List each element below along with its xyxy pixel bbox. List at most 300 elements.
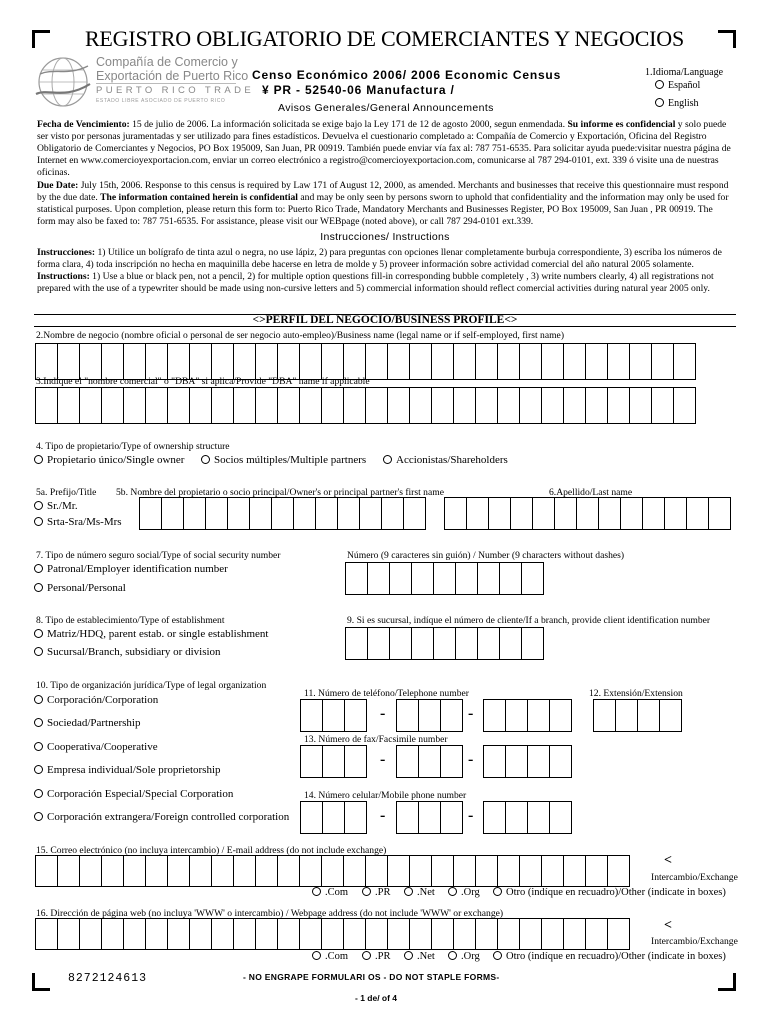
character-box[interactable] xyxy=(255,387,278,424)
extension-boxes[interactable] xyxy=(593,699,681,732)
q9-label: 9. Si es sucursal, indíque el número de cliente/If a branch, provide client identification number xyxy=(347,615,711,626)
legal-org-option-cooperative[interactable]: Cooperativa/Cooperative xyxy=(34,741,158,753)
character-box[interactable] xyxy=(343,343,366,380)
character-box[interactable] xyxy=(79,343,102,380)
character-box[interactable] xyxy=(642,497,665,530)
character-box[interactable] xyxy=(664,497,687,530)
character-box[interactable] xyxy=(211,855,234,887)
character-box[interactable] xyxy=(651,387,674,424)
character-box[interactable] xyxy=(593,699,616,732)
character-box[interactable] xyxy=(519,387,542,424)
legal-org-option-partnership[interactable]: Sociedad/Partnership xyxy=(34,717,140,729)
character-box[interactable] xyxy=(505,699,528,732)
character-box[interactable] xyxy=(101,855,124,887)
radio-icon xyxy=(404,951,413,960)
character-box[interactable] xyxy=(455,562,478,595)
character-box[interactable] xyxy=(343,918,366,950)
character-box[interactable] xyxy=(344,745,367,778)
character-box[interactable] xyxy=(145,855,168,887)
character-box[interactable] xyxy=(541,918,564,950)
character-box[interactable] xyxy=(409,918,432,950)
character-box[interactable] xyxy=(321,343,344,380)
character-box[interactable] xyxy=(585,343,608,380)
language-option-spanish[interactable]: Español xyxy=(655,80,700,91)
character-box[interactable] xyxy=(315,497,338,530)
radio-icon xyxy=(34,583,43,592)
character-box[interactable] xyxy=(497,855,520,887)
character-box[interactable] xyxy=(365,855,388,887)
character-box[interactable] xyxy=(255,855,278,887)
character-box[interactable] xyxy=(367,562,390,595)
radio-icon xyxy=(34,647,43,656)
character-box[interactable] xyxy=(35,918,58,950)
character-box[interactable] xyxy=(167,387,190,424)
business-profile-heading: <>PERFIL DEL NEGOCIO/BUSINESS PROFILE<> xyxy=(34,314,736,327)
character-box[interactable] xyxy=(409,343,432,380)
q3-label: 3.Indíque el "nombre comercial" o "DBA" si aplica/Provide "DBA" name if applicable xyxy=(36,376,370,387)
character-box[interactable] xyxy=(205,497,228,530)
character-box[interactable] xyxy=(321,855,344,887)
character-box[interactable] xyxy=(453,918,476,950)
email-option-other[interactable]: Otro (indíque en recuadro)/Other (indicate in boxes) xyxy=(493,887,726,898)
q12-label: 12. Extensión/Extension xyxy=(589,688,683,699)
character-box[interactable] xyxy=(389,562,412,595)
character-box[interactable] xyxy=(167,918,190,950)
q10-label: 10. Tipo de organización jurídica/Type of legal organization xyxy=(36,680,267,691)
q2-label: 2.Nombre de negocio (nombre oficial o personal de ser negocio auto-empleo)/Business name (legal name or if self-employed, first name) xyxy=(36,330,565,341)
character-box[interactable] xyxy=(57,855,80,887)
character-box[interactable] xyxy=(367,627,390,660)
character-box[interactable] xyxy=(510,497,533,530)
character-box[interactable] xyxy=(433,627,456,660)
radio-icon xyxy=(34,789,43,798)
character-box[interactable] xyxy=(387,855,410,887)
character-box[interactable] xyxy=(440,801,463,834)
character-box[interactable] xyxy=(651,343,674,380)
character-box[interactable] xyxy=(343,855,366,887)
title-option-ms[interactable]: Srta-Sra/Ms-Mrs xyxy=(34,516,122,528)
email-option-pr[interactable]: .PR xyxy=(362,887,390,898)
email-option-net[interactable]: .Net xyxy=(404,887,435,898)
character-box[interactable] xyxy=(607,855,630,887)
character-box[interactable] xyxy=(300,801,323,834)
radio-icon xyxy=(655,98,664,107)
character-box[interactable] xyxy=(167,343,190,380)
character-box[interactable] xyxy=(299,918,322,950)
character-box[interactable] xyxy=(145,343,168,380)
character-box[interactable] xyxy=(233,918,256,950)
character-box[interactable] xyxy=(563,918,586,950)
logo-line-1: Compañía de Comercio y xyxy=(96,55,238,69)
legal-org-option-corporation[interactable]: Corporación/Corporation xyxy=(34,694,158,706)
character-box[interactable] xyxy=(145,387,168,424)
web-option-pr[interactable]: .PR xyxy=(362,951,390,962)
character-box[interactable] xyxy=(101,343,124,380)
radio-icon xyxy=(34,695,43,704)
character-box[interactable] xyxy=(563,343,586,380)
radio-icon xyxy=(493,887,502,896)
character-box[interactable] xyxy=(563,855,586,887)
character-box[interactable] xyxy=(101,387,124,424)
character-box[interactable] xyxy=(477,562,500,595)
character-box[interactable] xyxy=(527,745,550,778)
instructions-heading: Instrucciones/ Instructions xyxy=(320,231,450,243)
character-box[interactable] xyxy=(440,745,463,778)
logo-line-4: ESTADO LIBRE ASOCIADO DE PUERTO RICO xyxy=(96,98,226,104)
business-name-boxes[interactable] xyxy=(35,343,695,380)
character-box[interactable] xyxy=(211,918,234,950)
character-box[interactable] xyxy=(277,918,300,950)
character-box[interactable] xyxy=(708,497,731,530)
fax-line-boxes[interactable] xyxy=(483,745,571,778)
email-option-org[interactable]: .Org xyxy=(448,887,480,898)
due-date-spanish: Fecha de Vencimiento: 15 de julio de 2006. La información solicitada se exige bajo la Ley 171 de 12 de agosto 2000, segun enmendada. Su informe es confidencial y solo puede ser visto por personas juramentadas y ser utilizado para fines estadísticos. Devuelva el cuestionario completado a: Compañía de Comercio y Exportación, Oficina del Registro Obligatorio de Comerciantes y Negocios, PO Box 195009, San Juan, PR 00919. También puede enviar vía fax al: 787 751-6535. Para solicitar ayuda puede:visitar nuestra página de Internet en www.comercioyexportacion.com, enviar un correo electrónico a registro@comercioyexportacion.com, comunicarse al 787 294-0101, ext. 339 ó visite una de nuestras oficinas. xyxy=(37,119,731,179)
character-box[interactable] xyxy=(300,699,323,732)
character-box[interactable] xyxy=(477,627,500,660)
character-box[interactable] xyxy=(123,343,146,380)
radio-icon xyxy=(34,564,43,573)
character-box[interactable] xyxy=(337,497,360,530)
establishment-option-branch[interactable]: Sucursal/Branch, subsidiary or division xyxy=(34,646,221,658)
character-box[interactable] xyxy=(607,343,630,380)
character-box[interactable] xyxy=(359,497,382,530)
character-box[interactable] xyxy=(488,497,511,530)
character-box[interactable] xyxy=(455,627,478,660)
character-box[interactable] xyxy=(211,387,234,424)
character-box[interactable] xyxy=(321,918,344,950)
character-box[interactable] xyxy=(453,343,476,380)
dash-separator: - xyxy=(380,807,386,824)
character-box[interactable] xyxy=(293,497,316,530)
language-label: 1.Idioma/Language xyxy=(645,67,724,78)
character-box[interactable] xyxy=(396,801,419,834)
character-box[interactable] xyxy=(431,343,454,380)
corner-mark-top-right xyxy=(718,30,736,48)
instructions-text: Instrucciones: 1) Utilice un bolígrafo de tinta azul o negra, no use lápiz, 2) para preguntas con opciones llenar completamente burbuja correspondiente, 3) escriba los números de forma clara, 4) toda inscripción no hecha en maquinilla debe hacerse en letra de molde y 5) proveer información sobre actividad comercial del año natural 2005 solamente. Instructions: 1) Use a blue or black pen, not a pencil, 2) for multiple option questions fill-in corresponding bubble completely , 3) write numbers clearly, 4) all registrations not prepared with the use of a typewriter should be made using non-cursive letters and 5) commercial information should reflect comercial activities during natural year 2005 only. xyxy=(37,247,722,295)
web-option-other[interactable]: Otro (indíque en recuadro)/Other (indicate in boxes) xyxy=(493,951,726,962)
character-box[interactable] xyxy=(497,918,520,950)
web-option-net[interactable]: .Net xyxy=(404,951,435,962)
character-box[interactable] xyxy=(79,918,102,950)
character-box[interactable] xyxy=(396,745,419,778)
phone-prefix-boxes[interactable] xyxy=(396,699,462,732)
radio-icon xyxy=(383,455,392,464)
mobile-prefix-boxes[interactable] xyxy=(396,801,462,834)
character-box[interactable] xyxy=(145,918,168,950)
logo-line-3: PUERTO RICO TRADE xyxy=(96,85,255,96)
radio-icon xyxy=(493,951,502,960)
character-box[interactable] xyxy=(497,387,520,424)
q15-label: 15. Correo electrónico (no incluya intercambio) / E-mail address (do not include exchange) xyxy=(36,845,387,856)
character-box[interactable] xyxy=(629,387,652,424)
character-box[interactable] xyxy=(249,497,272,530)
character-box[interactable] xyxy=(505,801,528,834)
q5a-label: 5a. Prefijo/Title xyxy=(36,487,97,498)
character-box[interactable] xyxy=(300,745,323,778)
character-box[interactable] xyxy=(431,918,454,950)
character-box[interactable] xyxy=(233,387,256,424)
last-name-boxes[interactable] xyxy=(444,497,730,530)
character-box[interactable] xyxy=(189,855,212,887)
character-box[interactable] xyxy=(57,343,80,380)
character-box[interactable] xyxy=(585,918,608,950)
q4-label: 4. Tipo de propietario/Type of ownership structure xyxy=(36,441,230,452)
character-box[interactable] xyxy=(271,497,294,530)
character-box[interactable] xyxy=(101,918,124,950)
q8-label: 8. Tipo de establecimiento/Type of establishment xyxy=(36,615,225,626)
radio-icon xyxy=(448,887,457,896)
ownership-option-single[interactable]: Propietario único/Single owner xyxy=(34,454,184,466)
character-box[interactable] xyxy=(345,627,368,660)
character-box[interactable] xyxy=(497,343,520,380)
email-boxes[interactable] xyxy=(35,855,629,887)
dash-separator: - xyxy=(380,705,386,722)
character-box[interactable] xyxy=(299,855,322,887)
character-box[interactable] xyxy=(411,627,434,660)
character-box[interactable] xyxy=(659,699,682,732)
character-box[interactable] xyxy=(167,855,190,887)
character-box[interactable] xyxy=(585,855,608,887)
character-box[interactable] xyxy=(483,801,506,834)
ownership-option-shareholders[interactable]: Accionistas/Shareholders xyxy=(383,454,508,466)
character-box[interactable] xyxy=(387,343,410,380)
character-box[interactable] xyxy=(475,343,498,380)
character-box[interactable] xyxy=(673,343,696,380)
character-box[interactable] xyxy=(161,497,184,530)
character-box[interactable] xyxy=(554,497,577,530)
email-option-com[interactable]: .Com xyxy=(312,887,348,898)
character-box[interactable] xyxy=(686,497,709,530)
q7-label: 7. Tipo de número seguro social/Type of social security number xyxy=(36,550,281,561)
character-box[interactable] xyxy=(344,801,367,834)
character-box[interactable] xyxy=(233,343,256,380)
radio-icon xyxy=(34,455,43,464)
character-box[interactable] xyxy=(549,699,572,732)
character-box[interactable] xyxy=(35,387,58,424)
character-box[interactable] xyxy=(389,627,412,660)
announcements-heading: Avisos Generales/General Announcements xyxy=(278,102,494,114)
ssn-number-boxes[interactable] xyxy=(345,562,543,595)
character-box[interactable] xyxy=(365,387,388,424)
radio-icon xyxy=(34,517,43,526)
dash-separator: - xyxy=(468,705,474,722)
character-box[interactable] xyxy=(615,699,638,732)
character-box[interactable] xyxy=(433,562,456,595)
character-box[interactable] xyxy=(344,699,367,732)
phone-area-boxes[interactable] xyxy=(300,699,366,732)
email-exchange-label: Intercambio/Exchange xyxy=(651,872,738,883)
corner-mark-bottom-left xyxy=(32,973,50,991)
web-option-org[interactable]: .Org xyxy=(448,951,480,962)
character-box[interactable] xyxy=(255,918,278,950)
character-box[interactable] xyxy=(453,855,476,887)
character-box[interactable] xyxy=(299,343,322,380)
character-box[interactable] xyxy=(183,497,206,530)
character-box[interactable] xyxy=(35,343,58,380)
web-option-com[interactable]: .Com xyxy=(312,951,348,962)
character-box[interactable] xyxy=(139,497,162,530)
establishment-option-hdq[interactable]: Matriz/HDQ, parent estab. or single establishment xyxy=(34,628,268,640)
character-box[interactable] xyxy=(418,699,441,732)
character-box[interactable] xyxy=(387,387,410,424)
client-id-boxes[interactable] xyxy=(345,627,543,660)
character-box[interactable] xyxy=(466,497,489,530)
character-box[interactable] xyxy=(673,387,696,424)
legal-org-option-special-corporation[interactable]: Corporación Especial/Special Corporation xyxy=(34,788,233,800)
agency-logo xyxy=(34,54,255,110)
character-box[interactable] xyxy=(483,745,506,778)
character-box[interactable] xyxy=(79,387,102,424)
character-box[interactable] xyxy=(123,387,146,424)
character-box[interactable] xyxy=(521,562,544,595)
character-box[interactable] xyxy=(365,343,388,380)
character-box[interactable] xyxy=(322,745,345,778)
character-box[interactable] xyxy=(607,387,630,424)
radio-icon xyxy=(34,501,43,510)
character-box[interactable] xyxy=(475,387,498,424)
character-box[interactable] xyxy=(532,497,555,530)
character-box[interactable] xyxy=(35,855,58,887)
character-box[interactable] xyxy=(549,745,572,778)
legal-org-option-foreign-corporation[interactable]: Corporación extrangera/Foreign controlled corporation xyxy=(34,811,289,823)
character-box[interactable] xyxy=(233,855,256,887)
character-box[interactable] xyxy=(637,699,660,732)
radio-icon xyxy=(34,812,43,821)
character-box[interactable] xyxy=(387,918,410,950)
character-box[interactable] xyxy=(541,343,564,380)
census-subtitle: ¥ PR - 52540-06 Manufactura / xyxy=(262,83,455,97)
character-box[interactable] xyxy=(629,343,652,380)
character-box[interactable] xyxy=(521,627,544,660)
ssn-option-personal[interactable]: Personal/Personal xyxy=(34,582,126,594)
character-box[interactable] xyxy=(431,387,454,424)
character-box[interactable] xyxy=(576,497,599,530)
radio-icon xyxy=(312,951,321,960)
ssn-option-employer[interactable]: Patronal/Employer identification number xyxy=(34,563,228,575)
character-box[interactable] xyxy=(255,343,278,380)
character-box[interactable] xyxy=(189,387,212,424)
character-box[interactable] xyxy=(189,918,212,950)
mobile-line-boxes[interactable] xyxy=(483,801,571,834)
language-option-english[interactable]: English xyxy=(655,98,699,109)
q6-label: 6.Apellido/Last name xyxy=(549,487,633,498)
character-box[interactable] xyxy=(57,918,80,950)
character-box[interactable] xyxy=(79,855,102,887)
first-name-boxes[interactable] xyxy=(139,497,425,530)
character-box[interactable] xyxy=(227,497,250,530)
character-box[interactable] xyxy=(321,387,344,424)
fax-area-boxes[interactable] xyxy=(300,745,366,778)
radio-icon xyxy=(34,765,43,774)
character-box[interactable] xyxy=(299,387,322,424)
character-box[interactable] xyxy=(541,387,564,424)
character-box[interactable] xyxy=(189,343,212,380)
q11-label: 11. Número de teléfono/Telephone number xyxy=(304,688,469,699)
character-box[interactable] xyxy=(527,801,550,834)
character-box[interactable] xyxy=(365,918,388,950)
character-box[interactable] xyxy=(519,343,542,380)
mobile-area-boxes[interactable] xyxy=(300,801,366,834)
dba-name-boxes[interactable] xyxy=(35,387,695,424)
dash-separator: - xyxy=(468,751,474,768)
staple-warning: - NO ENGRAPE FORMULARI OS - DO NOT STAPLE FORMS- xyxy=(243,972,500,982)
less-than-symbol: < xyxy=(664,853,672,868)
character-box[interactable] xyxy=(519,918,542,950)
webpage-boxes[interactable] xyxy=(35,918,629,950)
character-box[interactable] xyxy=(396,699,419,732)
character-box[interactable] xyxy=(527,699,550,732)
radio-icon xyxy=(34,629,43,638)
fax-prefix-boxes[interactable] xyxy=(396,745,462,778)
page-indicator: - 1 de/ of 4 xyxy=(355,993,398,1003)
character-box[interactable] xyxy=(322,801,345,834)
character-box[interactable] xyxy=(444,497,467,530)
character-box[interactable] xyxy=(549,801,572,834)
character-box[interactable] xyxy=(440,699,463,732)
less-than-symbol: < xyxy=(664,918,672,933)
character-box[interactable] xyxy=(409,855,432,887)
character-box[interactable] xyxy=(277,343,300,380)
radio-icon xyxy=(362,887,371,896)
title-option-mr[interactable]: Sr./Mr. xyxy=(34,500,78,512)
character-box[interactable] xyxy=(409,387,432,424)
character-box[interactable] xyxy=(431,855,454,887)
character-box[interactable] xyxy=(475,855,498,887)
character-box[interactable] xyxy=(607,918,630,950)
character-box[interactable] xyxy=(453,387,476,424)
character-box[interactable] xyxy=(505,745,528,778)
character-box[interactable] xyxy=(277,855,300,887)
globe-logo-icon xyxy=(34,54,92,110)
form-number: 8272124613 xyxy=(68,972,148,985)
character-box[interactable] xyxy=(381,497,404,530)
phone-line-boxes[interactable] xyxy=(483,699,571,732)
character-box[interactable] xyxy=(620,497,643,530)
q16-label: 16. Dirección de página web (no incluya 'WWW' o intercambio) / Webpage address (do not include 'WWW' or exchange) xyxy=(36,908,504,919)
logo-divider xyxy=(96,83,236,84)
character-box[interactable] xyxy=(598,497,621,530)
character-box[interactable] xyxy=(585,387,608,424)
character-box[interactable] xyxy=(322,699,345,732)
radio-icon xyxy=(34,742,43,751)
census-title: Censo Económico 2006/ 2006 Economic Census xyxy=(252,68,562,82)
ssn-number-label: Número (9 caracteres sin guión) / Number (9 characters without dashes) xyxy=(347,550,625,561)
character-box[interactable] xyxy=(403,497,426,530)
character-box[interactable] xyxy=(123,918,146,950)
character-box[interactable] xyxy=(343,387,366,424)
character-box[interactable] xyxy=(418,801,441,834)
character-box[interactable] xyxy=(483,699,506,732)
character-box[interactable] xyxy=(499,627,522,660)
character-box[interactable] xyxy=(563,387,586,424)
character-box[interactable] xyxy=(418,745,441,778)
ownership-option-partners[interactable]: Socios múltiples/Multiple partners xyxy=(201,454,366,466)
radio-icon xyxy=(655,80,664,89)
character-box[interactable] xyxy=(475,918,498,950)
legal-org-option-sole-proprietorship[interactable]: Empresa individual/Sole proprietorship xyxy=(34,764,221,776)
character-box[interactable] xyxy=(411,562,434,595)
character-box[interactable] xyxy=(345,562,368,595)
radio-icon xyxy=(312,887,321,896)
webpage-exchange-label: Intercambio/Exchange xyxy=(651,936,738,947)
character-box[interactable] xyxy=(519,855,542,887)
character-box[interactable] xyxy=(541,855,564,887)
character-box[interactable] xyxy=(277,387,300,424)
character-box[interactable] xyxy=(211,343,234,380)
character-box[interactable] xyxy=(123,855,146,887)
character-box[interactable] xyxy=(499,562,522,595)
character-box[interactable] xyxy=(57,387,80,424)
